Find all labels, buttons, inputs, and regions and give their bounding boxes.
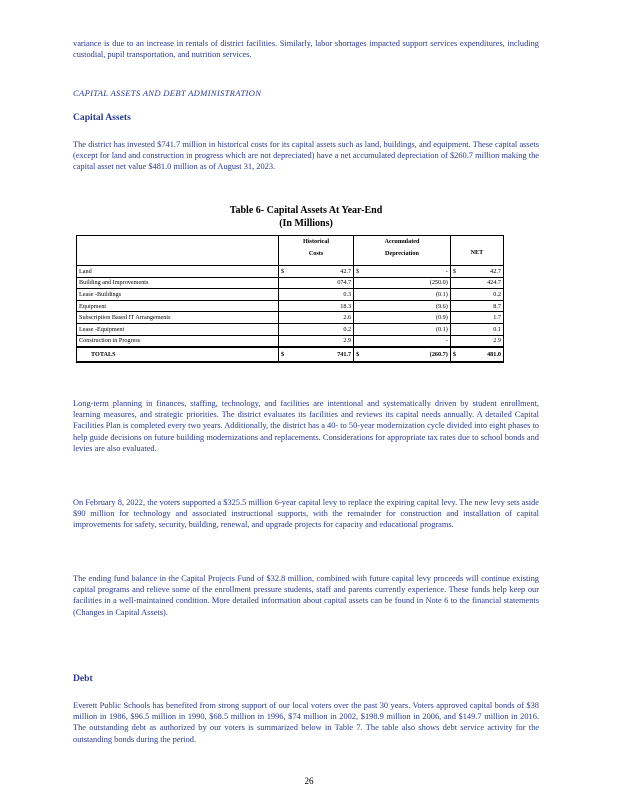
long-term-planning-paragraph: Long-term planning in finances, staffing, technology, and facilities are intentional and systematically driven by student enrollment, learning measures, and strategic priorities. The district evaluates its facilities and reviews its capital needs annually. A detailed Capital Facilities Plan is completed every two years. Additionally, the district has a 40- to 50-year modernization cycle divided into eight phases to help guide decisions on future building modernizations and replacements. Considerations for appropriate tax rates due to school bonds and levies are also evaluated. xyxy=(73,399,539,453)
net-value: 42.7 xyxy=(490,267,501,275)
table-row xyxy=(77,312,504,324)
currency-symbol: $ xyxy=(452,351,456,359)
historical-value: 0.2 xyxy=(343,325,352,333)
row-net xyxy=(450,335,503,347)
net-value: 0.1 xyxy=(493,325,501,333)
currency-symbol: $ xyxy=(452,267,456,275)
row-depreciation xyxy=(354,300,451,312)
table-row xyxy=(77,323,504,335)
debt-paragraph: Everett Public Schools has benefited from strong support of our local voters over the past 30 years. Voters approved capital bonds of $38 million in 1986, $96.5 million in 1990, $68.5 million in 1996, $74 million in 2002, $198.9 million in 2006, and $149.7 million in 2016. The outstanding debt as authorized by our voters is summarized below in Table 7. The table also shows debt service activity for the outstanding bonds during the period. xyxy=(73,701,539,744)
row-historical xyxy=(279,277,354,289)
historical-value: 0.3 xyxy=(343,290,352,298)
totals-net-value: 481.0 xyxy=(487,351,501,359)
depreciation-value: (0.9) xyxy=(435,314,448,322)
row-net xyxy=(450,277,503,289)
debt-heading: Debt xyxy=(73,673,93,684)
currency-symbol: $ xyxy=(356,351,360,359)
depreciation-value: (250.0) xyxy=(429,279,448,287)
row-historical xyxy=(279,312,354,324)
totals-label: TOTALS xyxy=(77,347,279,362)
historical-value: 18.3 xyxy=(340,302,352,310)
table-title-line2: (In Millions) xyxy=(279,218,333,229)
row-net xyxy=(450,323,503,335)
net-value: 8.7 xyxy=(493,302,501,310)
capital-levy-paragraph: On February 8, 2022, the voters supported a $325.5 million 6-year capital levy to replace the expiring capital levy. The new levy sets aside $90 million for technology and associated instructional supports, with the remainder for construction and installation of capital improvements for safety, security, building, renewal, and upgrade projects for capacity and educational programs. xyxy=(73,498,539,530)
page-number: 26 xyxy=(304,776,314,786)
row-depreciation xyxy=(354,289,451,301)
table-row xyxy=(77,289,504,301)
capital-assets-heading: Capital Assets xyxy=(73,112,131,123)
row-net xyxy=(450,266,503,278)
totals-depreciation-value: (260.7) xyxy=(429,351,448,359)
historical-value: 42.7 xyxy=(340,267,352,275)
table-row xyxy=(77,277,504,289)
depreciation-value: (0.1) xyxy=(435,290,448,298)
section-heading: CAPITAL ASSETS AND DEBT ADMINISTRATION xyxy=(73,88,262,98)
fund-balance-paragraph: The ending fund balance in the Capital Projects Fund of $32.8 million, combined with future capital levy proceeds will continue existing capital programs and relieve some of the enrollment pressure students, staff and parents currently experience. These funds help keep our facilities in a well-maintained condition. More detailed information about capital assets can be found in Note 6 to the financial statements (Changes in Capital Assets). xyxy=(73,574,539,617)
historical-value: 674.7 xyxy=(337,279,352,287)
header-historical-line2: Costs xyxy=(308,249,324,257)
historical-value: 2.6 xyxy=(343,314,352,322)
row-net xyxy=(450,289,503,301)
net-value: 2.9 xyxy=(493,337,501,345)
row-historical xyxy=(279,289,354,301)
table-title-line1: Table 6- Capital Assets At Year-End xyxy=(229,205,383,216)
depreciation-value: (9.6) xyxy=(435,302,448,310)
depreciation-value: - xyxy=(445,337,448,345)
totals-historical xyxy=(279,347,354,362)
depreciation-value: - xyxy=(445,267,448,275)
row-label: Building and Improvements xyxy=(77,277,279,289)
table-totals-row xyxy=(77,347,504,362)
row-label: Construction in Progress xyxy=(77,335,279,347)
net-value: 424.7 xyxy=(487,279,501,287)
table-row xyxy=(77,300,504,312)
totals-net xyxy=(450,347,503,362)
net-value: 1.7 xyxy=(493,314,501,322)
row-depreciation xyxy=(354,266,451,278)
capital-assets-paragraph: The district has invested $741.7 million in historical costs for its capital assets such as land, buildings, and equipment. These capital assets (except for land and construction in progress which are not depreciated) have a net accumulated depreciation of $260.7 million making the capital asset net value $481.0 million as of August 31, 2023. xyxy=(73,140,539,172)
row-historical xyxy=(279,323,354,335)
row-label: Equipment xyxy=(77,300,279,312)
row-historical xyxy=(279,300,354,312)
row-historical xyxy=(279,335,354,347)
row-net xyxy=(450,312,503,324)
totals-historical-value: 741.7 xyxy=(337,351,352,359)
table-title xyxy=(73,204,539,230)
depreciation-value: (0.1) xyxy=(435,325,448,333)
row-depreciation xyxy=(354,335,451,347)
row-label: Lease -Equipment xyxy=(77,323,279,335)
header-accumulated-line2: Depreciation xyxy=(385,249,419,257)
header-net xyxy=(450,236,503,266)
currency-symbol: $ xyxy=(281,351,285,359)
header-accumulated-depreciation xyxy=(354,236,451,266)
historical-value: 2.9 xyxy=(343,337,352,345)
row-label: Lease -Buildings xyxy=(77,289,279,301)
row-depreciation xyxy=(354,277,451,289)
totals-depreciation xyxy=(354,347,451,362)
header-net-label: NET xyxy=(470,249,484,256)
row-net xyxy=(450,300,503,312)
header-historical-line1: Historical xyxy=(303,238,330,245)
currency-symbol: $ xyxy=(356,267,360,275)
intro-paragraph: variance is due to an increase in rentals of district facilities. Similarly, labor shortages impacted support services expenditures, including custodial, pupil transportation, and nutrition services. xyxy=(73,39,539,60)
table-row xyxy=(77,266,504,278)
row-depreciation xyxy=(354,312,451,324)
table-row xyxy=(77,335,504,347)
header-accumulated-line1: Accumulated xyxy=(384,238,420,245)
table-header-row xyxy=(77,236,504,266)
row-label: Land xyxy=(77,266,279,278)
row-label: Subscription Based IT Arrangements xyxy=(77,312,279,324)
row-depreciation xyxy=(354,323,451,335)
currency-symbol: $ xyxy=(281,267,285,275)
row-historical xyxy=(279,266,354,278)
net-value: 0.2 xyxy=(493,290,501,298)
header-historical-costs xyxy=(279,236,354,266)
header-blank xyxy=(77,236,279,266)
capital-assets-table xyxy=(76,235,504,363)
